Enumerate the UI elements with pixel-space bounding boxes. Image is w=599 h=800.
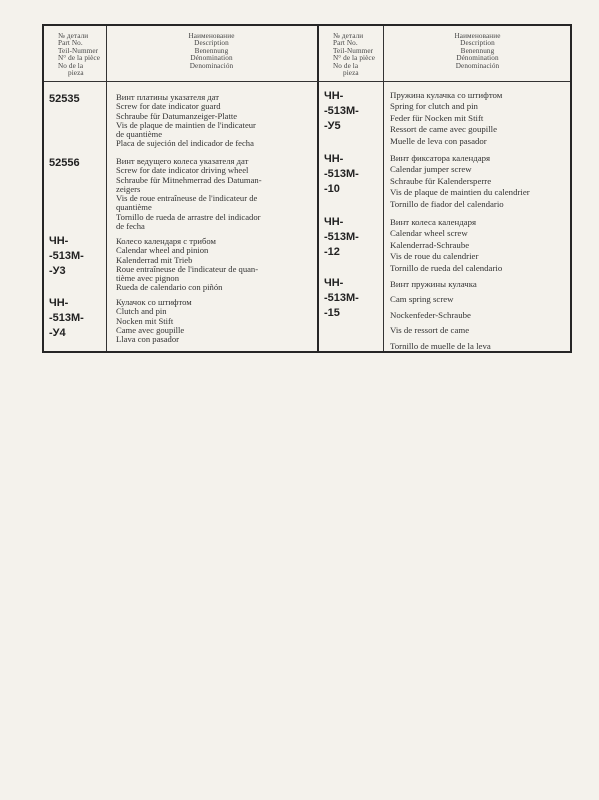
description-line: Placa de sujeción del indicador de fecha — [116, 138, 254, 149]
description-line: Calendar wheel screw — [390, 228, 468, 239]
description-line: Vis de plaque de maintien de l'indicateur — [116, 119, 256, 130]
header-label-line: pieza — [68, 69, 84, 78]
part-number: 52556 — [49, 157, 80, 169]
part-number: ЧН- -513М- -10 — [324, 153, 359, 195]
header-label-line: № детали — [58, 32, 89, 40]
description-line: Vis de ressort de came — [390, 325, 470, 336]
part-description — [116, 298, 192, 344]
header-label-line: No de la — [333, 61, 359, 70]
header-label-line: Dénomination — [456, 54, 499, 63]
description-line: Vis de roue entraîneuse de l'indicateur de — [116, 193, 258, 204]
description-line: Llava con pasador — [116, 334, 179, 345]
description-line: Schraube für Datumanzeiger-Platte — [116, 110, 238, 121]
description-line: Feder für Nocken mit Stift — [390, 112, 484, 123]
part-description — [390, 153, 530, 210]
description-line: Calendar wheel and pinion — [116, 245, 209, 256]
description-line: Clutch and pin — [116, 306, 167, 317]
column-divider-middle — [317, 26, 319, 351]
description-line: Колесо календаря с трибом — [116, 236, 216, 246]
header-part-no-right — [325, 33, 383, 77]
description-line: Rueda de calendario con piñón — [116, 282, 223, 293]
header-label-line: No de la — [58, 61, 84, 70]
description-line: Schraube für Kalendersperre — [390, 175, 492, 186]
description-line: de fecha — [116, 221, 145, 232]
header-label-line: N° de la pièce — [333, 54, 375, 63]
header-label-line: Наименование — [188, 32, 235, 40]
header-description-left — [106, 33, 317, 70]
header-label-line: Part No. — [58, 39, 83, 48]
header-label-line: № детали — [333, 32, 364, 40]
header-label-line: Benennung — [460, 46, 495, 55]
part-description — [390, 90, 502, 147]
description-line: Tornillo de rueda de arrastre del indicador — [116, 211, 261, 222]
header-label-line: Denominación — [189, 61, 234, 70]
description-line: Tornillo de muelle de la leva — [390, 340, 491, 351]
column-divider-left — [106, 26, 107, 351]
description-line: Vis de plaque de maintien du calendrier — [390, 187, 530, 198]
description-line: tième avec pignon — [116, 273, 179, 284]
header-label-line: Dénomination — [190, 54, 233, 63]
part-description — [116, 93, 256, 149]
parts-table — [42, 24, 572, 353]
header-label-line: Teil-Nummer — [58, 46, 99, 55]
description-line: Vis de roue du calendrier — [390, 251, 479, 262]
description-line: Screw for date indicator driving wheel — [116, 165, 249, 176]
header-part-no-left — [50, 33, 104, 77]
description-line: Винт фиксатора календаря — [390, 153, 491, 163]
description-line: Screw for date indicator guard — [116, 101, 221, 112]
description-line: Kalenderrad-Schraube — [390, 239, 470, 250]
header-label-line: N° de la pièce — [58, 54, 100, 63]
header-label-line: Description — [194, 39, 229, 48]
header-rule — [44, 81, 570, 82]
description-line: de quantième — [116, 129, 163, 140]
description-line: Kalenderrad mit Trieb — [116, 254, 193, 265]
description-line: Calendar jumper screw — [390, 164, 472, 175]
column-divider-right — [383, 26, 384, 351]
description-line: Muelle de leva con pasador — [390, 135, 487, 146]
part-number: ЧН- -513М- -У3 — [49, 235, 84, 277]
description-line: Кулачок со штифтом — [116, 297, 192, 307]
description-line: Cam spring screw — [390, 294, 454, 305]
header-label-line: Teil-Nummer — [333, 46, 374, 55]
description-line: Винт ведущего колеса указателя дат — [116, 156, 249, 166]
description-line: Nockenfeder-Schraube — [390, 309, 471, 320]
description-line: Schraube für Mitnehmerrad des Datuman- — [116, 174, 262, 185]
description-line: zeigers — [116, 183, 141, 194]
part-number: ЧН- -513М- -12 — [324, 216, 359, 258]
description-line: Roue entraîneuse de l'indicateur de quan- — [116, 263, 259, 274]
description-line: quantième — [116, 202, 152, 213]
part-description — [390, 217, 502, 274]
header-label-line: Description — [460, 39, 495, 48]
part-number: ЧН- -513М- -У5 — [324, 90, 359, 132]
description-line: Ressort de came avec goupille — [390, 124, 497, 135]
part-number: ЧН- -513М- -У4 — [49, 297, 84, 339]
header-label-line: Наименование — [454, 32, 501, 40]
description-line: Nocken mit Stift — [116, 315, 174, 326]
part-number: 52535 — [49, 93, 80, 105]
part-description — [390, 279, 491, 352]
description-line: Spring for clutch and pin — [390, 101, 478, 112]
description-line: Tornillo de fiador del calendario — [390, 198, 504, 209]
header-label-line: Denominación — [455, 61, 500, 70]
header-label-line: Benennung — [194, 46, 229, 55]
part-description — [116, 237, 258, 293]
description-line: Пружина кулачка со штифтом — [390, 90, 503, 100]
description-line: Винт колеса календаря — [390, 217, 477, 227]
description-line: Tornillo de rueda del calendario — [390, 262, 503, 273]
header-description-right — [383, 33, 572, 70]
header-label-line: pieza — [343, 69, 359, 78]
part-description — [116, 157, 262, 231]
description-line: Винт пружины кулачка — [390, 279, 477, 289]
part-number: ЧН- -513М- -15 — [324, 277, 359, 319]
description-line: Винт платины указателя дат — [116, 92, 220, 102]
description-line: Came avec goupille — [116, 324, 185, 335]
header-label-line: Part No. — [333, 39, 358, 48]
